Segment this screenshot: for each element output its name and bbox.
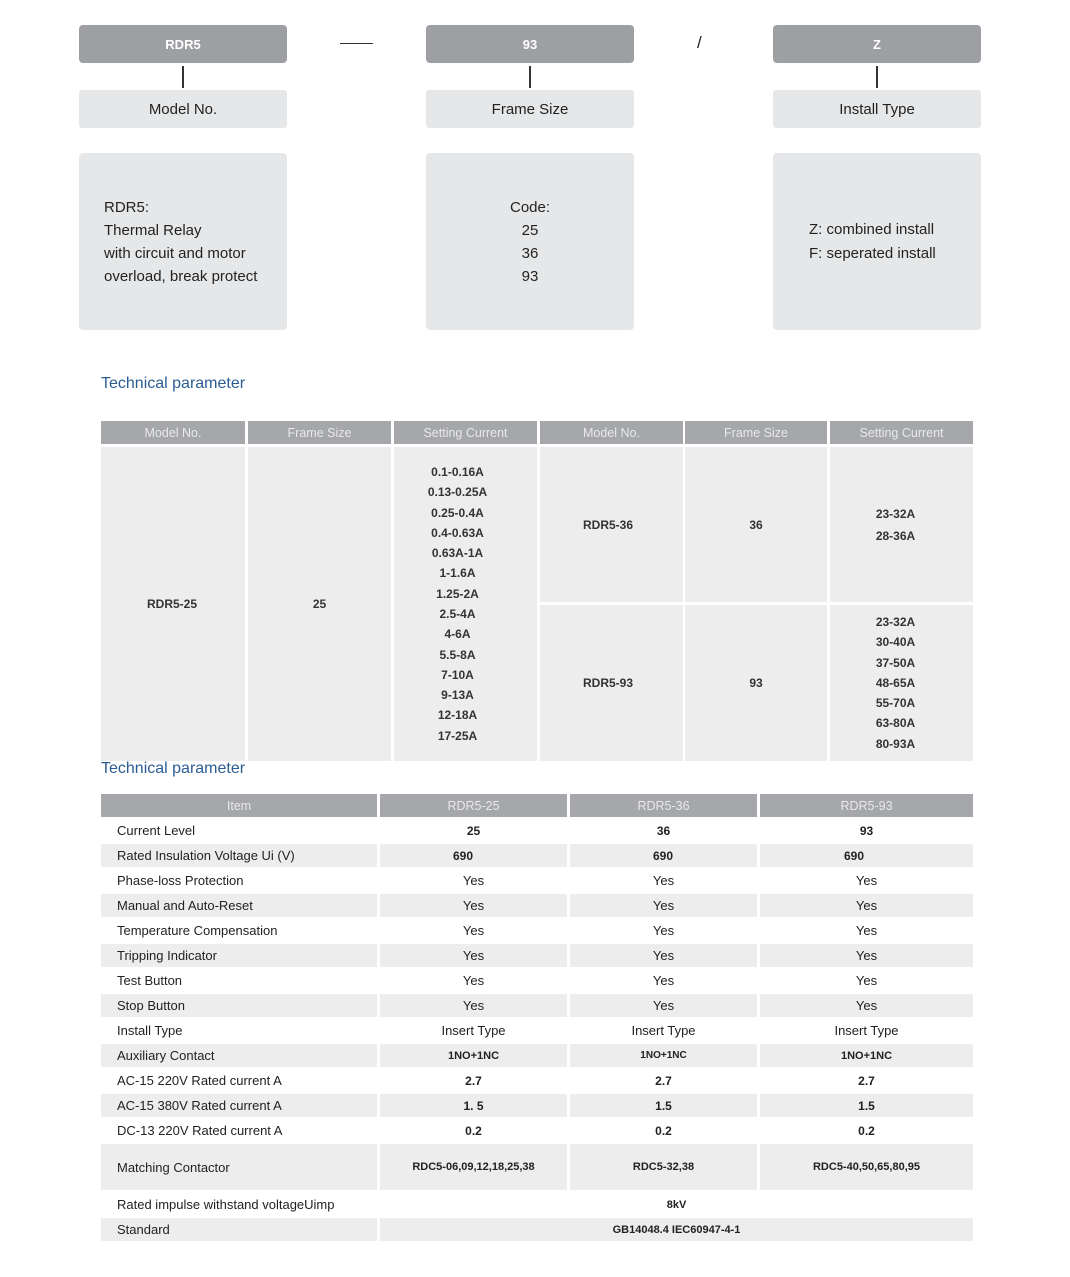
current-value: 9-13A — [441, 688, 474, 703]
desc-line: Z: combined install — [809, 220, 935, 238]
current-value: 48-65A — [875, 675, 916, 690]
section-title: Technical parameter — [101, 375, 246, 392]
current-value: 80-93A — [875, 736, 916, 751]
table-row — [101, 844, 973, 867]
table-row — [101, 1193, 973, 1216]
row-value: 1.5 — [570, 1094, 757, 1117]
current-value: 0.63A-1A — [431, 546, 484, 561]
connector-line — [182, 66, 184, 88]
model-cell: RDR5-25 — [101, 447, 245, 761]
row-label: Rated impulse withstand voltageUimp — [101, 1193, 377, 1216]
header-rdr5-93: RDR5-93 — [760, 794, 973, 817]
desc-line: Code: — [509, 198, 551, 216]
row-value: RDC5-40,50,65,80,95 — [760, 1144, 973, 1190]
header-rdr5-36: RDR5-36 — [570, 794, 757, 817]
row-value: 2.7 — [570, 1069, 757, 1092]
row-value: Insert Type — [380, 1019, 567, 1042]
row-value: GB14048.4 IEC60947-4-1 — [380, 1218, 973, 1241]
row-label: Current Level — [101, 819, 377, 842]
row-value: Yes — [380, 894, 567, 917]
table-row — [101, 969, 973, 992]
section-title: Technical parameter — [101, 760, 246, 777]
row-value: Yes — [570, 869, 757, 892]
row-label: Phase-loss Protection — [101, 869, 377, 892]
row-value: Insert Type — [570, 1019, 757, 1042]
row-value: Yes — [570, 969, 757, 992]
header-setting-current: Setting Current — [394, 421, 537, 444]
current-value: 28-36A — [875, 528, 916, 543]
table-row — [101, 894, 973, 917]
table-row — [101, 819, 973, 842]
header-frame-size: Frame Size — [248, 421, 391, 444]
row-label: Test Button — [101, 969, 377, 992]
row-label: Matching Contactor — [101, 1144, 377, 1190]
row-value: 0.2 — [380, 1119, 567, 1142]
row-label: DC-13 220V Rated current A — [101, 1119, 377, 1142]
connector-line — [876, 66, 878, 88]
current-value: 7-10A — [441, 667, 474, 682]
row-value: 1NO+1NC — [760, 1044, 973, 1067]
row-value: Yes — [570, 994, 757, 1017]
code-separator-dash — [340, 43, 373, 44]
frame-description — [426, 153, 634, 330]
table-row — [101, 1019, 973, 1042]
desc-line: 36 — [521, 244, 539, 262]
row-value: 0.2 — [760, 1119, 973, 1142]
model-label: Model No. — [79, 90, 287, 128]
row-value: Yes — [570, 894, 757, 917]
row-value: Yes — [760, 944, 973, 967]
header-frame-size: Frame Size — [685, 421, 827, 444]
row-label: Standard — [101, 1218, 377, 1241]
frame-cell: 36 — [685, 447, 827, 602]
row-value: 1NO+1NC — [380, 1044, 567, 1067]
table-header-row — [101, 794, 973, 817]
table-row — [101, 1119, 973, 1142]
row-value: 8kV — [380, 1193, 973, 1216]
setting-current-list — [830, 605, 973, 761]
row-value: RDC5-06,09,12,18,25,38 — [380, 1144, 567, 1190]
header-setting-current: Setting Current — [830, 421, 973, 444]
current-value: 23-32A — [875, 506, 916, 521]
row-label: Install Type — [101, 1019, 377, 1042]
row-label: Stop Button — [101, 994, 377, 1017]
table-row — [101, 994, 973, 1017]
row-value: Yes — [380, 969, 567, 992]
row-value: Yes — [380, 869, 567, 892]
current-value: 1-1.6A — [439, 566, 476, 581]
row-value: RDC5-32,38 — [570, 1144, 757, 1190]
row-value: 690 — [570, 844, 757, 867]
table-row — [101, 1218, 973, 1241]
row-value: 0.2 — [570, 1119, 757, 1142]
row-value: 36 — [570, 819, 757, 842]
current-value: 12-18A — [437, 708, 478, 723]
header-model-no: Model No. — [540, 421, 683, 444]
row-value: 93 — [760, 819, 973, 842]
frame-cell: 93 — [685, 605, 827, 761]
row-value: 2.7 — [760, 1069, 973, 1092]
row-value: 690 — [760, 844, 973, 867]
code-separator-slash: / — [697, 33, 702, 52]
row-value: 690 — [380, 844, 567, 867]
current-value: 1.25-2A — [436, 586, 479, 601]
desc-line: F: seperated install — [809, 244, 936, 262]
desc-line: overload, break protect — [104, 267, 258, 285]
header-rdr5-25: RDR5-25 — [380, 794, 567, 817]
table-row — [101, 944, 973, 967]
row-value: Yes — [380, 944, 567, 967]
row-value: Yes — [570, 919, 757, 942]
current-value: 17-25A — [437, 728, 478, 743]
desc-line: 93 — [521, 267, 539, 285]
row-value: 2.7 — [380, 1069, 567, 1092]
install-label: Install Type — [773, 90, 981, 128]
current-value: 4-6A — [444, 627, 471, 642]
header-item: Item — [101, 794, 377, 817]
current-value: 23-32A — [875, 614, 916, 629]
current-value: 30-40A — [875, 635, 916, 650]
row-label: Rated Insulation Voltage Ui (V) — [101, 844, 377, 867]
row-value: Yes — [760, 919, 973, 942]
row-value: Yes — [760, 894, 973, 917]
desc-line: with circuit and motor — [104, 244, 246, 262]
model-description — [79, 153, 287, 330]
table-row — [101, 1069, 973, 1092]
table-row — [101, 1144, 973, 1190]
setting-current-list — [394, 447, 537, 761]
header-model-no: Model No. — [101, 421, 245, 444]
table-row — [101, 1094, 973, 1117]
row-value: 1NO+1NC — [570, 1044, 757, 1067]
current-value: 63-80A — [875, 716, 916, 731]
frame-label: Frame Size — [426, 90, 634, 128]
table-row — [101, 869, 973, 892]
setting-current-list — [830, 447, 973, 602]
frame-code-box: 93 — [426, 25, 634, 63]
row-value: Yes — [760, 969, 973, 992]
row-label: AC-15 380V Rated current A — [101, 1094, 377, 1117]
row-value: Yes — [380, 994, 567, 1017]
install-code-box: Z — [773, 25, 981, 63]
current-value: 0.4-0.63A — [431, 525, 484, 540]
model-cell: RDR5-93 — [540, 605, 683, 761]
table-row — [101, 1044, 973, 1067]
row-label: AC-15 220V Rated current A — [101, 1069, 377, 1092]
current-value: 2.5-4A — [439, 607, 476, 621]
current-value: 37-50A — [875, 655, 916, 670]
current-value: 55-70A — [875, 696, 916, 711]
row-value: Yes — [760, 994, 973, 1017]
current-value: 0.13-0.25A — [427, 485, 488, 500]
connector-line — [529, 66, 531, 88]
desc-line: 25 — [521, 221, 539, 239]
row-value: Yes — [380, 919, 567, 942]
install-description — [773, 153, 981, 330]
desc-line: RDR5: — [104, 198, 150, 216]
model-cell: RDR5-36 — [540, 447, 683, 602]
row-label: Temperature Compensation — [101, 919, 377, 942]
row-value: 1. 5 — [380, 1094, 567, 1117]
row-label: Manual and Auto-Reset — [101, 894, 377, 917]
row-value: Insert Type — [760, 1019, 973, 1042]
row-value: Yes — [570, 944, 757, 967]
current-value: 5.5-8A — [439, 647, 476, 662]
row-value: 25 — [380, 819, 567, 842]
model-code-box: RDR5 — [79, 25, 287, 63]
setting-current-table — [101, 421, 973, 761]
row-label: Auxiliary Contact — [101, 1044, 377, 1067]
frame-cell: 25 — [248, 447, 391, 761]
row-value: 1.5 — [760, 1094, 973, 1117]
current-value: 0.25-0.4A — [431, 505, 484, 520]
table-row — [101, 919, 973, 942]
desc-line: Thermal Relay — [104, 221, 202, 239]
row-label: Tripping Indicator — [101, 944, 377, 967]
current-value: 0.1-0.16A — [431, 464, 484, 479]
row-value: Yes — [760, 869, 973, 892]
